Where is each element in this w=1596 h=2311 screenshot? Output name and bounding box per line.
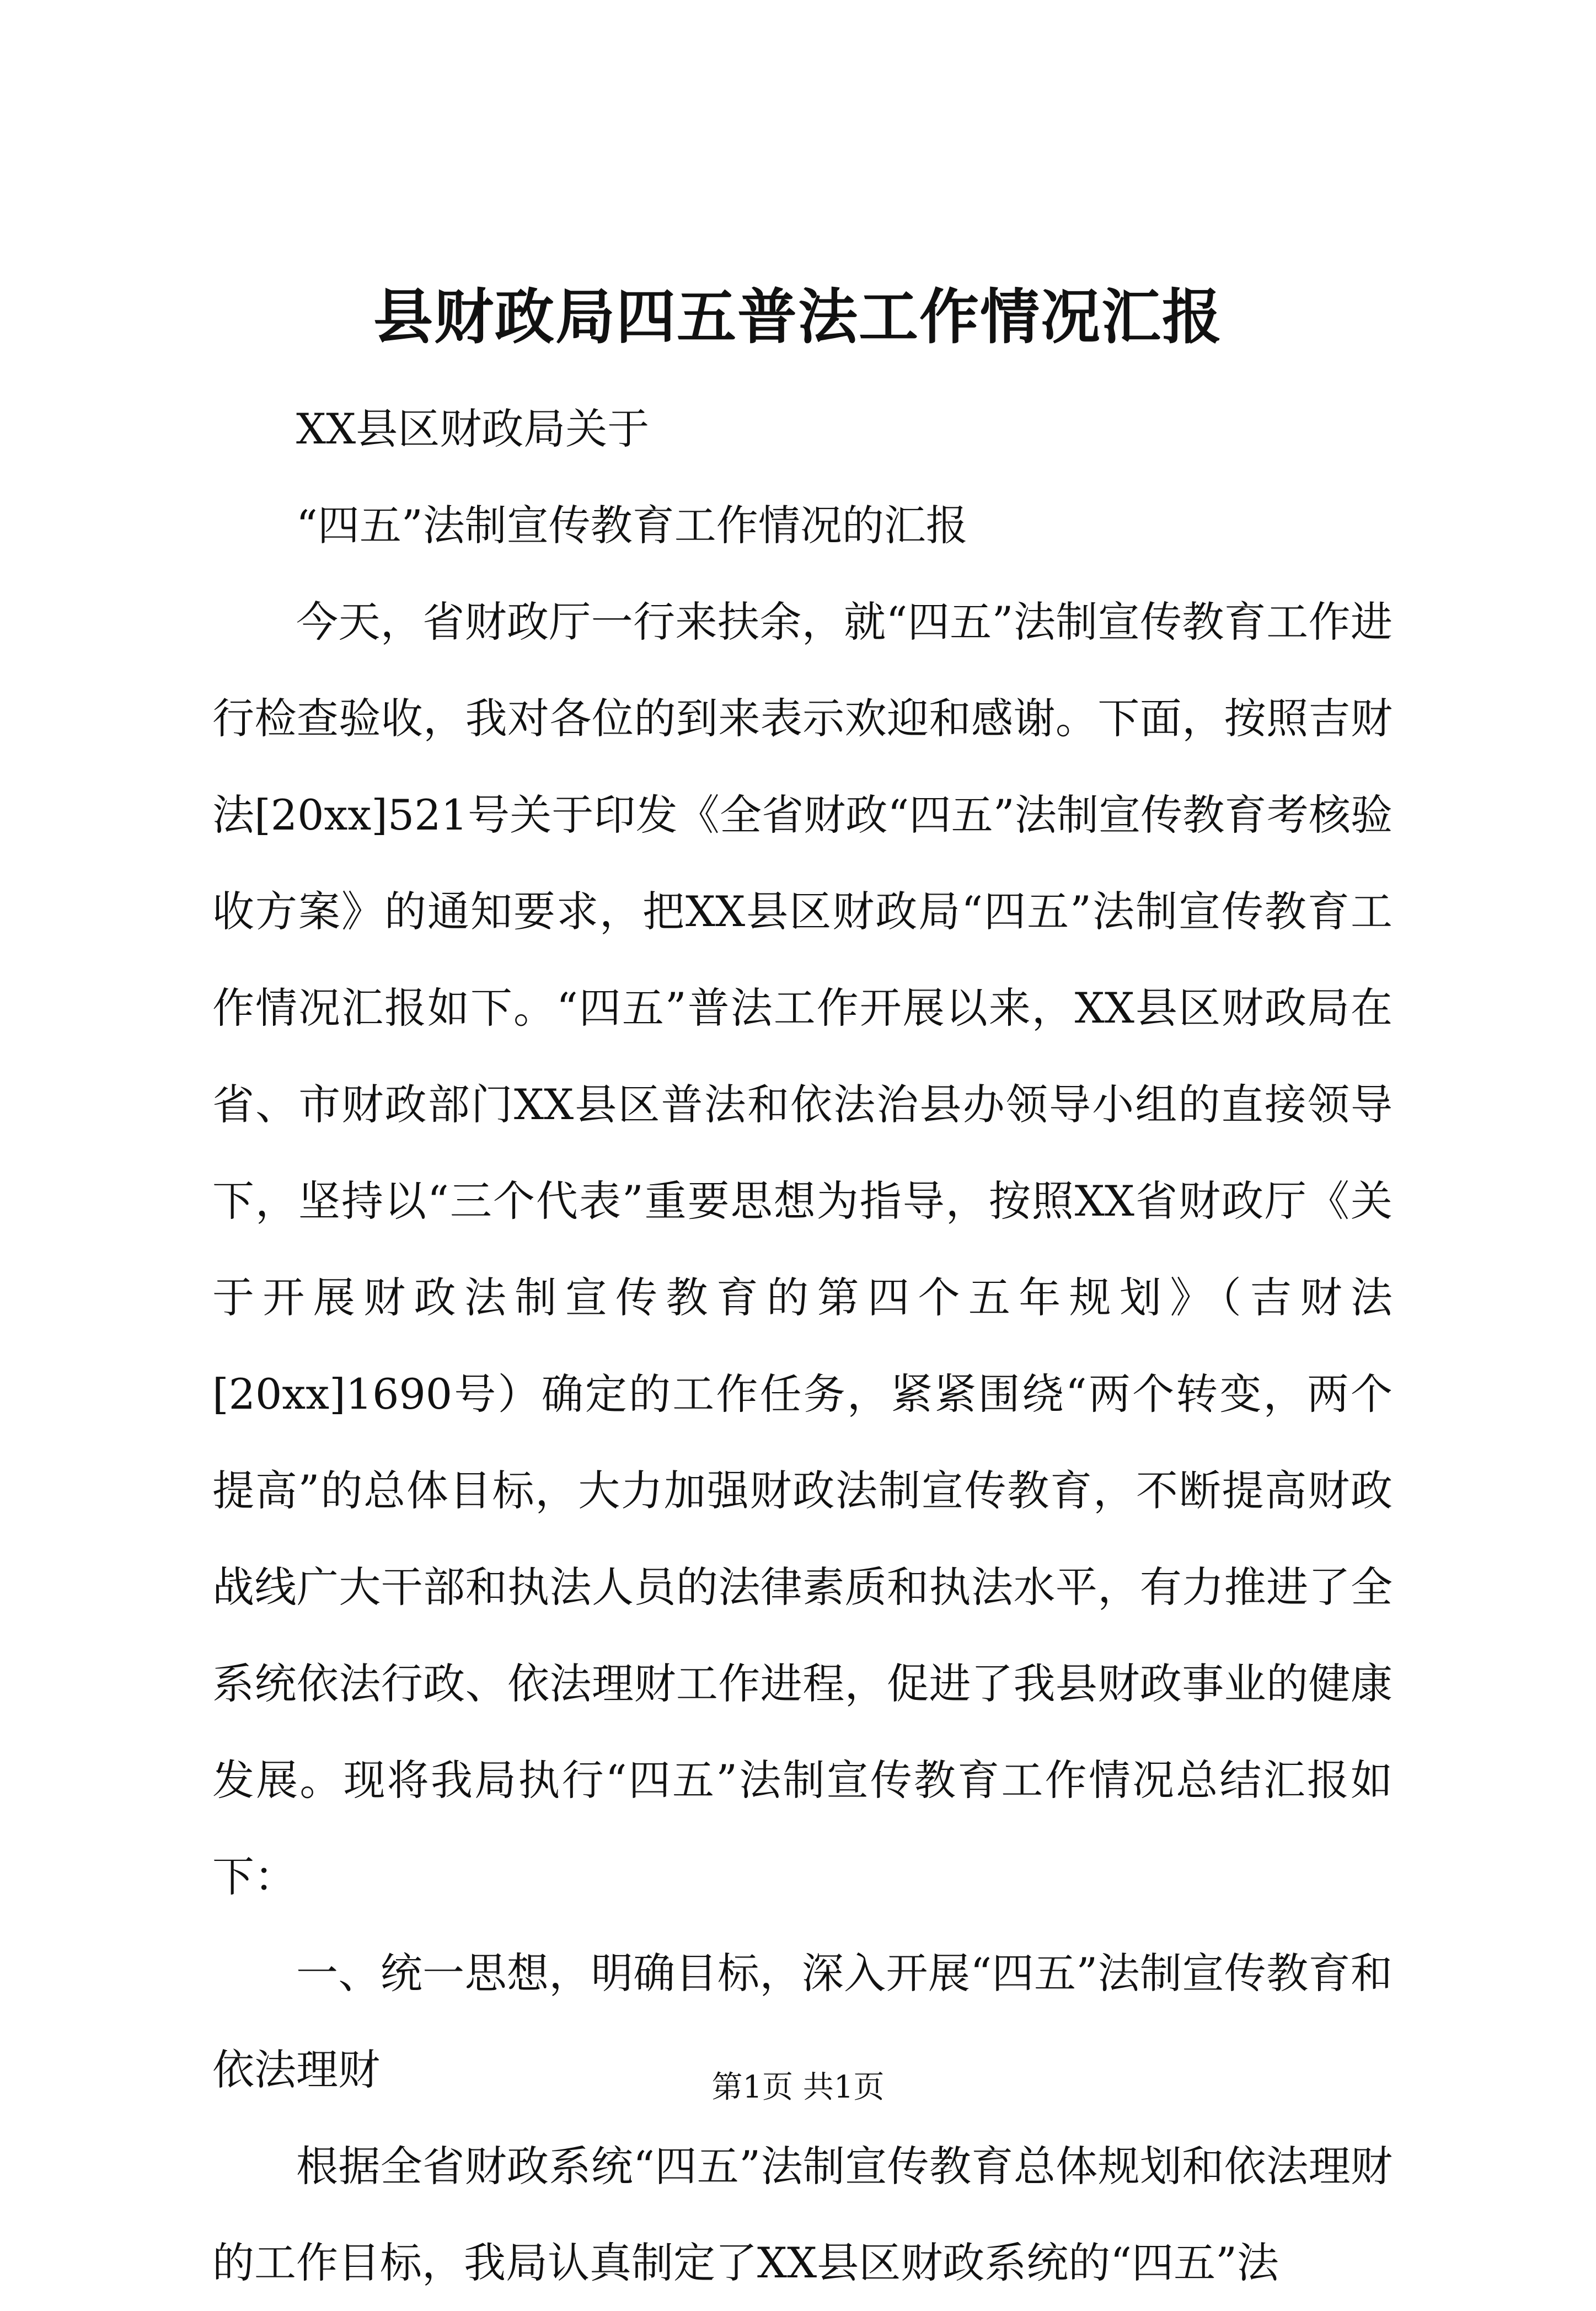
paragraph-introduction: 今天，省财政厅一行来扶余，就“四五”法制宣传教育工作进行检查验收，我对各位的到来表示欢迎和感谢。下面，按照吉财法[20xx]521号关于印发《全省财政“四五”法制宣传教育考核验收方案》的通知要求，把XX县区财政局“四五”法制宣传教育工作情况汇报如下。“四五”普法工作开展以来，XX县区财政局在省、市财政部门XX县区普法和依法治县办领导小组的直接领导下，坚持以“三个代表”重要思想为指导，按照XX省财政厅《关于开展财政法制宣传教育的第四个五年规划》（吉财法[20xx]1690号）确定的工作任务，紧紧围绕“两个转变，两个提高”的总体目标，大力加强财政法制宣传教育，不断提高财政战线广大干部和执法人员的法律素质和执法水平，有力推进了全系统依法行政、依法理财工作进程，促进了我县财政事业的健康发展。现将我局执行“四五”法制宣传教育工作情况总结汇报如下： [212, 597, 1393, 1901]
paragraph-heading-line-1: XX县区财政局关于 [296, 404, 650, 453]
document-body [212, 381, 1393, 2311]
page-footer: 第1页 共1页 [711, 2069, 885, 2105]
paragraph-section-1: 根据全省财政系统“四五”法制宣传教育总体规划和依法理财的工作目标，我局认真制定了XX县区财政系统的“四五”法 [212, 2142, 1393, 2287]
paragraph-heading-line-2: “四五”法制宣传教育工作情况的汇报 [296, 501, 968, 550]
document-title: 县财政局四五普法工作情况汇报 [373, 282, 1223, 352]
section-heading-1: 一、统一思想，明确目标，深入开展“四五”法制宣传教育和依法理财 [212, 1949, 1393, 2094]
